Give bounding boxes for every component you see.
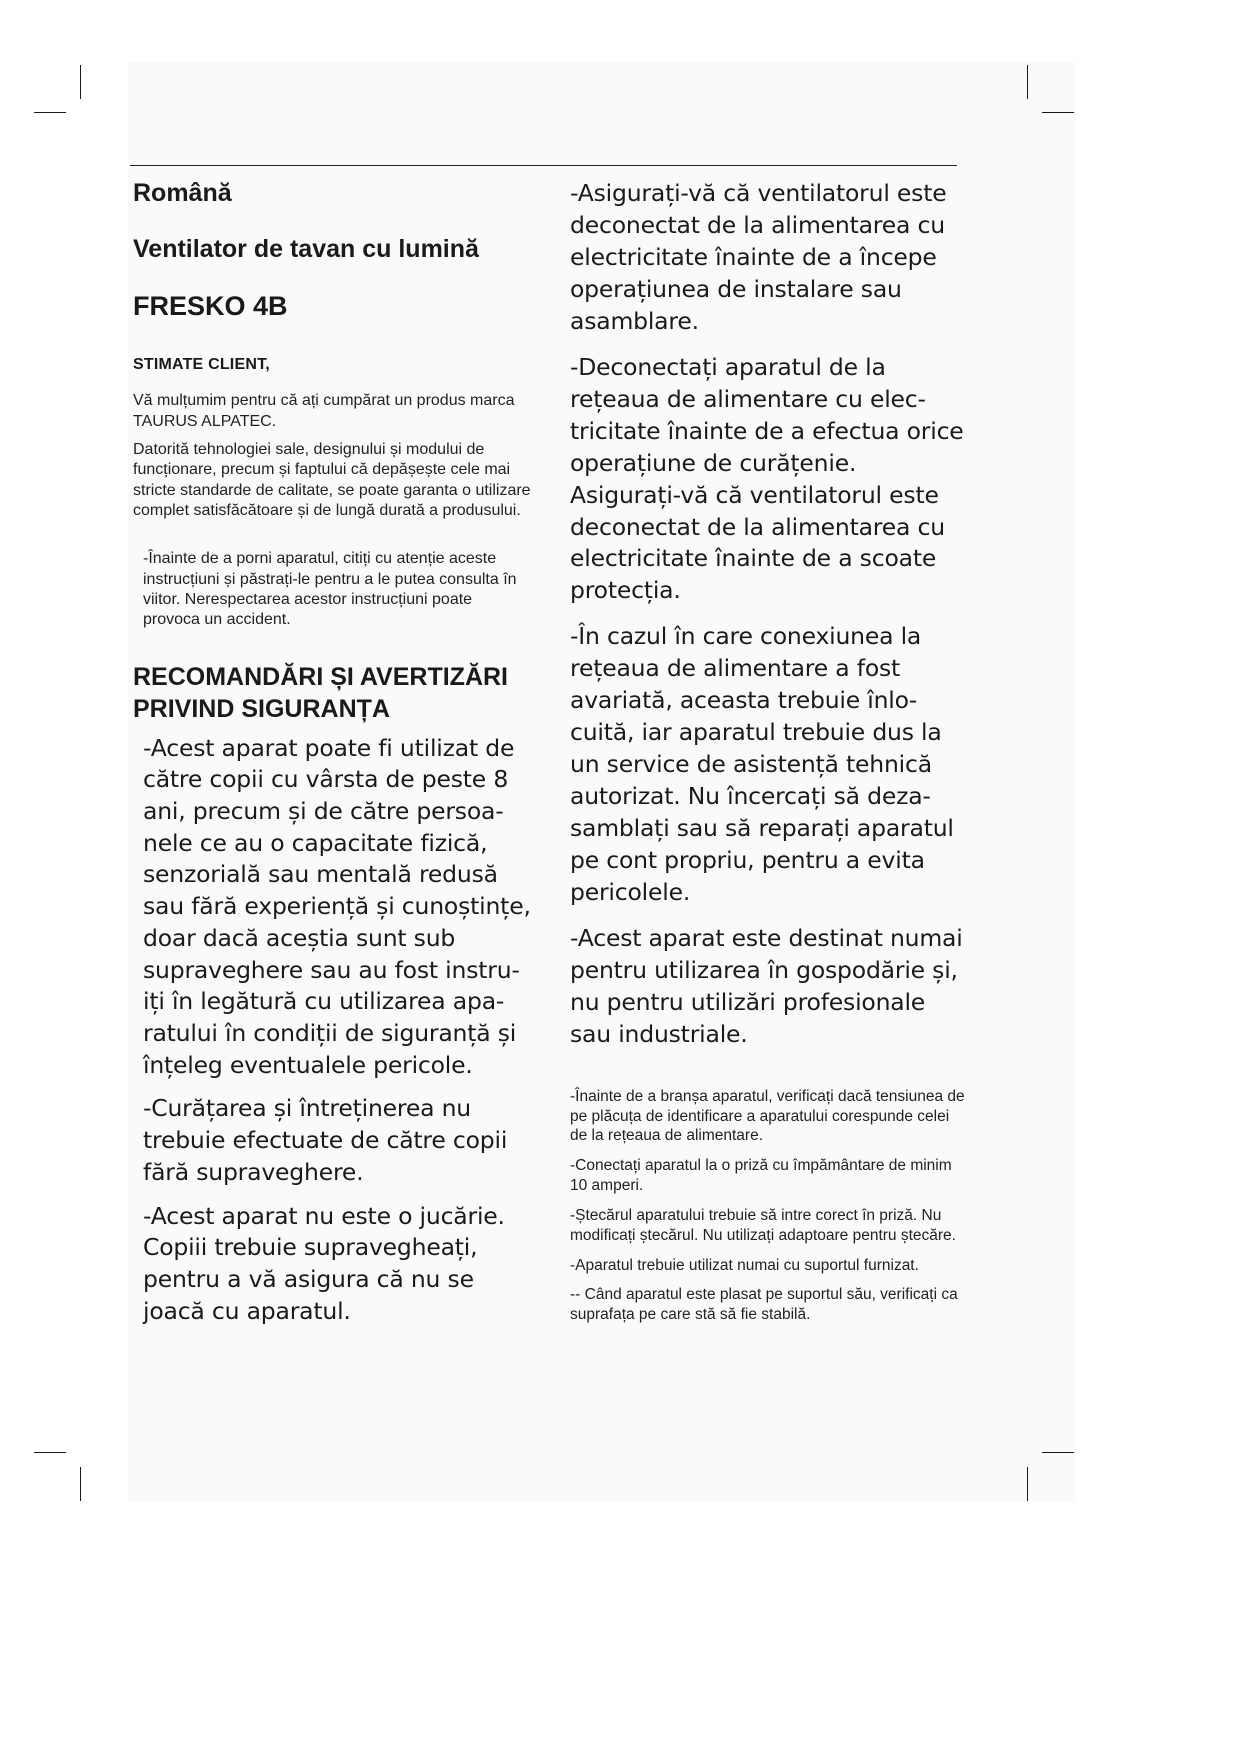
safety-note-plug: -Ștecărul aparatului trebuie să intre corect în priză. Nu modificați ștecărul. Nu utilizați adaptoare pentru ștecăre. — [570, 1206, 956, 1244]
safety-note-stable-surface: -- Când aparatul este plasat pe suportul său, verificați ca suprafața pe care stă să fie stabilă. — [570, 1286, 958, 1324]
salutation: STIMATE CLIENT, — [133, 356, 270, 374]
crop-mark-bottom-left-horizontal — [34, 1452, 66, 1453]
header-rule — [130, 165, 957, 166]
crop-mark-bottom-left-vertical — [80, 1467, 81, 1501]
model-name: FRESKO 4B — [133, 291, 288, 321]
safety-heading: RECOMANDĂRI ȘI AVERTIZĂRI PRIVIND SIGURANȚA — [133, 662, 508, 723]
safety-item-not-a-toy: -Acest aparat nu este o jucărie. Copiii trebuie supravegheați, pentru a vă asigura că nu se joacă cu aparatul. — [143, 1201, 505, 1325]
thanks-paragraph: Vă mulțumim pentru că ați cumpărat un produs marca TAURUS ALPATEC. — [133, 392, 515, 430]
safety-item-household-use: -Acest aparat este destinat numai pentru utilizarea în gospodărie și, nu pentru utilizări profesionale sau industriale. — [570, 923, 963, 1048]
crop-mark-bottom-right-horizontal — [1042, 1452, 1074, 1453]
crop-mark-top-right-horizontal — [1042, 112, 1074, 113]
crop-mark-top-left-horizontal — [34, 112, 66, 113]
right-column — [570, 178, 970, 1335]
safety-item-damaged-connection: -În cazul în care conexiunea la rețeaua de alimentare a fost avariată, aceasta trebuie înlocuită, iar aparatul trebuie dus la un service de asistență tehnică autorizat. Nu încercați să dezasamblați sau să reparați aparatul pe cont propriu, pentru a evita pericolele. — [570, 622, 954, 907]
read-instructions-note: -Înainte de a porni aparatul, citiți cu atenție aceste instrucțiuni și păstrați-le pentru a le putea consulta în viitor. Nerespectarea acestor instrucțiuni poate provoca un accident. — [143, 550, 517, 629]
language-heading: Română — [133, 179, 232, 207]
quality-paragraph: Datorită tehnologiei sale, designului și modului de funcționare, precum și faptului că depășește cele mai stricte standarde de calitate, se poate garanta o utilizare complet satisfăcătoare și de lungă durată a produsului. — [133, 441, 531, 519]
crop-mark-bottom-right-vertical — [1027, 1467, 1028, 1501]
safety-item-children-use: -Acest aparat poate fi utilizat de către copii cu vârsta de peste 8 ani, precum și de către persoanele ce au o capacitate fizică, senzorială sau mentală redusă sau fără experiență și cunoștințe, doar dacă aceștia sunt sub supraveghere sau au fost instruiți în legătură cu utilizarea aparatului în condiții de siguranță și înțeleg eventualele pericole. — [143, 733, 531, 1079]
safety-item-disconnect-cleaning: -Deconectați aparatul de la rețeaua de alimentare cu electricitate înainte de a efectua orice operațiune de curățenie. Asigurați-vă că ventilatorul este deconectat de la alimentarea cu electricitate înainte de a scoate protecția. — [570, 352, 964, 605]
safety-note-grounded-outlet: -Conectați aparatul la o priză cu împământare de minim 10 amperi. — [570, 1157, 952, 1195]
product-title: Ventilator de tavan cu lumină — [133, 235, 479, 263]
safety-item-cleaning: -Curățarea și întreținerea nu trebuie efectuate de către copii fără supraveghere. — [143, 1094, 508, 1186]
safety-note-support: -Aparatul trebuie utilizat numai cu suportul furnizat. — [570, 1256, 919, 1274]
safety-note-voltage: -Înainte de a branșa aparatul, verificați dacă tensiunea de pe plăcuța de identificare a aparatului corespunde celei de la rețeaua de alimentare. — [570, 1087, 965, 1145]
left-column — [133, 178, 533, 1339]
safety-item-disconnect-install: -Asigurați-vă că ventilatorul este deconectat de la alimentarea cu electricitate înainte de a începe operațiunea de instalare sau asamblare. — [570, 179, 947, 335]
crop-mark-top-left-vertical — [80, 65, 81, 99]
crop-mark-top-right-vertical — [1027, 65, 1028, 99]
